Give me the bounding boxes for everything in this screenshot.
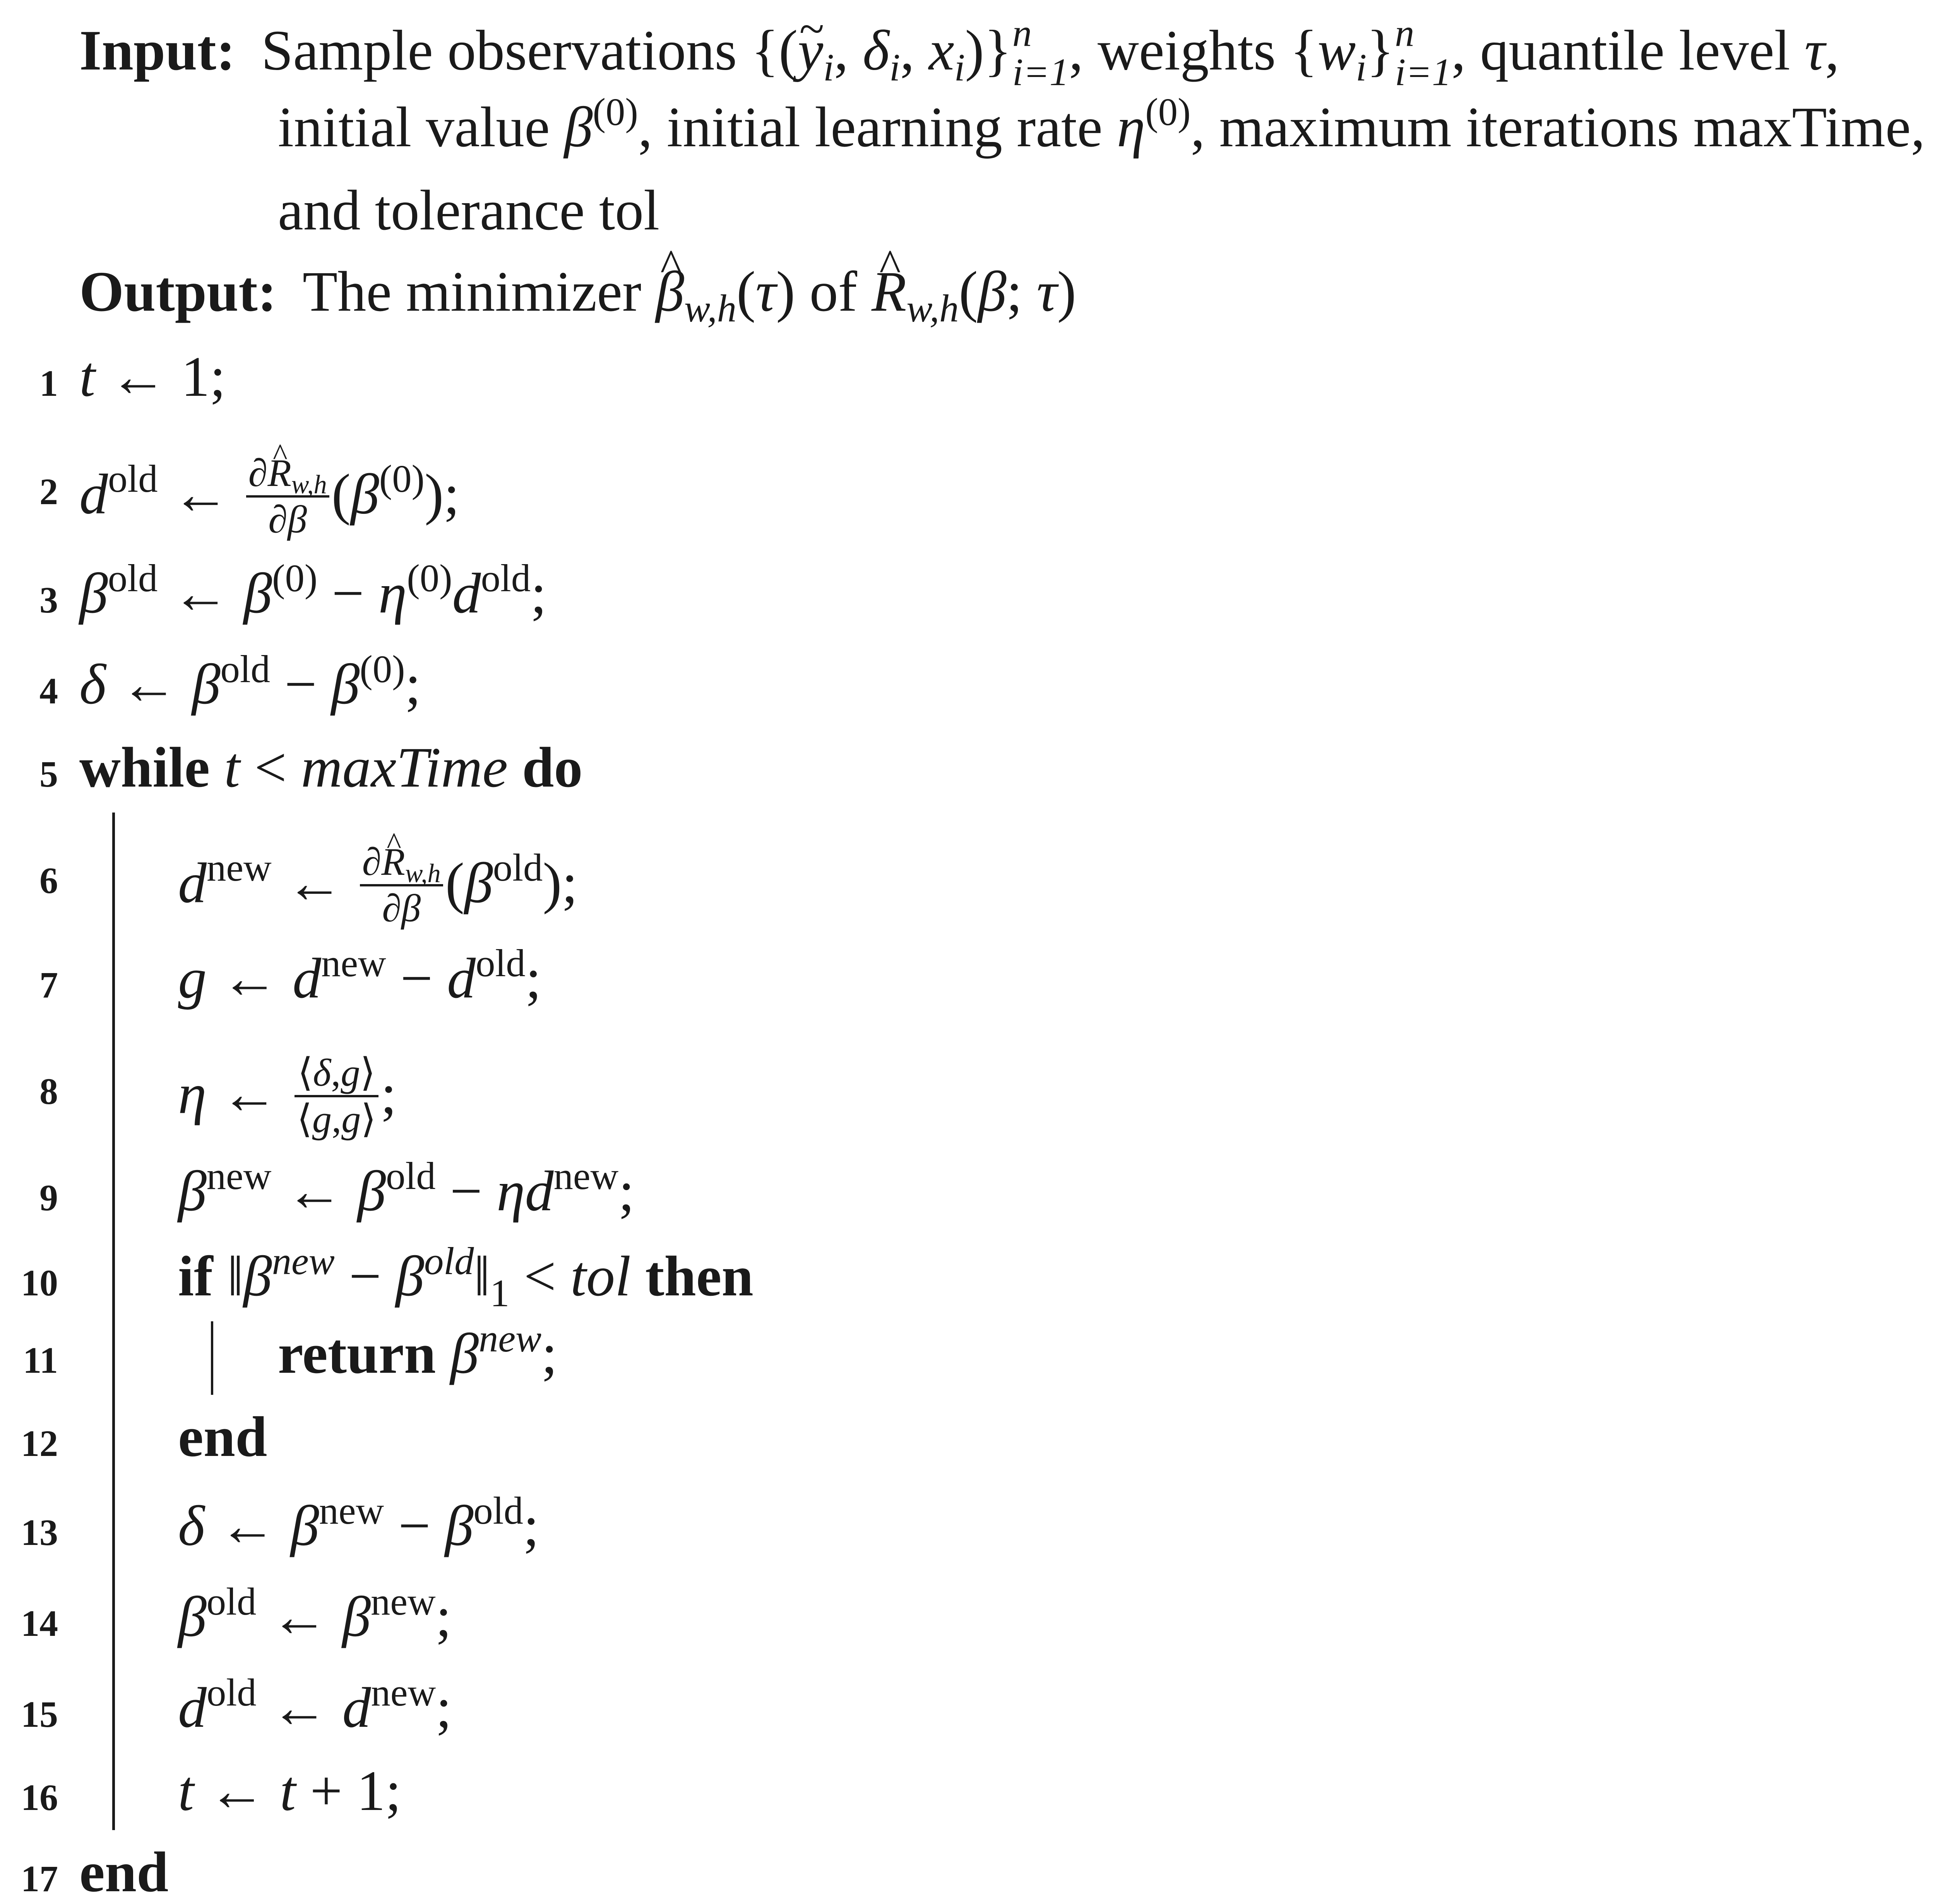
if-block-bar <box>211 1321 213 1395</box>
line-14: $\beta^{old}$ ← $\beta^{new}$; <box>178 1579 452 1649</box>
line-13: δ ← $\beta^{new} - \beta^{old}$; <box>178 1488 539 1558</box>
input-label: Input: <box>79 19 236 82</box>
line-15: $d^{old}$ ← $d^{new}$; <box>178 1670 452 1740</box>
output-line: Output: The minimizer ^ $\beta_{w,h}(\tau)$ of ^ $R_{w,h}(\beta$; τ) <box>79 263 1076 320</box>
line-6: $d^{new}$ ← $\frac{\partial\^{} R_{w,h}}{\partial\beta}$ $(\beta^{old})$; <box>178 845 578 932</box>
line-number: 4 <box>39 670 58 712</box>
line-17: end <box>79 1841 169 1904</box>
line-number: 17 <box>21 1858 58 1899</box>
line-16: t ← t + 1; <box>178 1759 401 1823</box>
line-3: $\beta^{old}$ ← $\beta^{(0)} - \eta^{(0)}d^{old}$; <box>79 556 547 625</box>
line-number: 9 <box>39 1177 58 1218</box>
line-5: while t < maxTime do <box>79 736 583 799</box>
line-11: return $\beta^{new}$; <box>278 1316 558 1386</box>
line-number: 7 <box>39 964 58 1006</box>
line-number: 11 <box>23 1339 58 1381</box>
line-2: $d^{old}$ ← $\frac{\partial\^{} R_{w,h}}{\partial\beta}$ $(\beta^{(0)})$; <box>79 457 459 544</box>
output-label: Output: <box>79 260 277 323</box>
line-number: 6 <box>39 860 58 901</box>
line-number: 15 <box>21 1694 58 1735</box>
line-number: 13 <box>21 1512 58 1553</box>
input-line-2: initial value $\beta^{(0)}$, initial learning rate $\eta^{(0)}$, maximum iterations maxTime, <box>278 90 1925 159</box>
line-number: 10 <box>21 1262 58 1304</box>
line-4: δ ← $\beta^{old} - \beta^{(0)}$; <box>79 647 421 716</box>
line-number: 5 <box>39 753 58 795</box>
line-number: 14 <box>21 1603 58 1644</box>
line-number: 2 <box>39 471 58 512</box>
line-12: end <box>178 1405 267 1469</box>
line-8: η ← $\frac{⟨\delta,g⟩}{⟨g,g⟩}$ ; <box>178 1050 397 1141</box>
line-10: if $‖\beta^{new}$ − $\beta^{old}‖_1$ < tol then <box>178 1239 753 1315</box>
line-number: 8 <box>39 1071 58 1112</box>
while-block-bar <box>112 813 115 1830</box>
input-line-1: Input: Sample observations {(~ $y_i$, $\delta_i$, $x_i$)} n i=1 , weights $\{w_i\}$ n i=1 , quantile level τ, <box>79 17 1839 95</box>
line-1: t ← 1; <box>79 345 226 409</box>
line-number: 12 <box>21 1423 58 1464</box>
line-7: g ← $d^{new} - d^{old}$; <box>178 941 541 1010</box>
line-number: 16 <box>21 1777 58 1818</box>
line-number: 3 <box>39 579 58 621</box>
line-number: 1 <box>39 363 58 404</box>
line-9: $\beta^{new}$ ← $\beta^{old} - \eta d^{new}$; <box>178 1154 635 1223</box>
input-line-3: and tolerance tol <box>278 179 660 242</box>
